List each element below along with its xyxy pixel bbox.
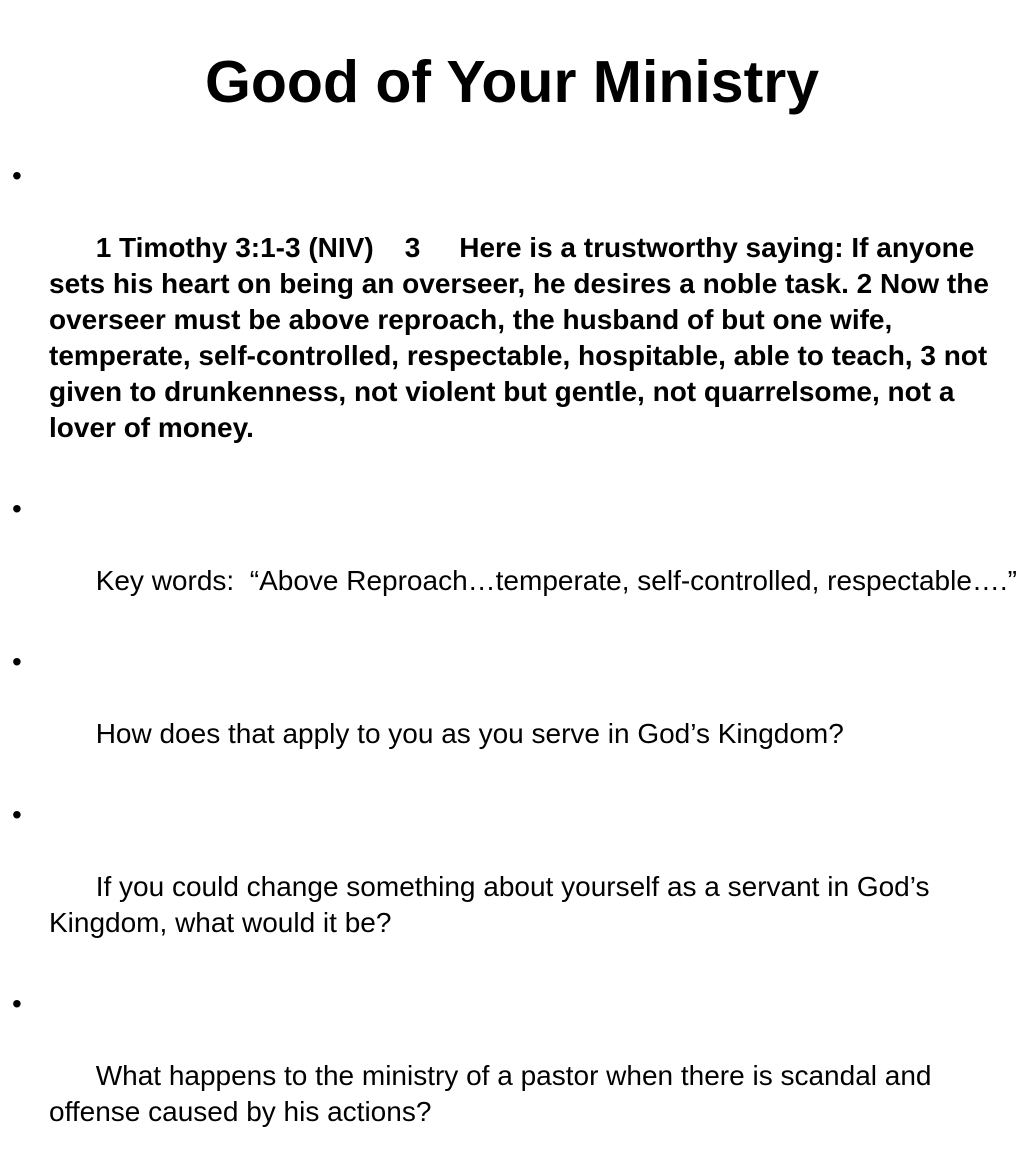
bullet-dot-icon: • (12, 988, 22, 1019)
slide-title: Good of Your Ministry (204, 49, 820, 115)
bullet-item-question-change (6, 797, 1018, 977)
bullet-text: If you could change something about yourself as a servant in God’s Kingdom, what would it be? (49, 871, 938, 938)
bullet-item-scripture (6, 158, 1018, 482)
bullet-dot-icon: • (12, 646, 22, 677)
bullet-list (6, 158, 1018, 1175)
bullet-text: What happens to the ministry of a pastor when there is scandal and offense caused by his actions? (49, 1060, 940, 1127)
bullet-text: Key words: “Above Reproach…temperate, self-controlled, respectable….” (95, 565, 1017, 596)
bullet-dot-icon: • (12, 160, 22, 191)
bullet-item-key-words (6, 491, 1018, 635)
bullet-text: 1 Timothy 3:1-3 (NIV) 3 Here is a trustworthy saying: If anyone sets his heart on being an overseer, he desires a noble task. 2 Now the overseer must be above reproach, the husband of but one wife, temperate, self-controlled, respectable, hospitable, able to teach, 3 not given to drunkenness, not violent but gentle, not quarrelsome, not a lover of money. (49, 232, 997, 443)
bullet-item-question-scandal (6, 986, 1018, 1166)
bullet-dot-icon: • (12, 799, 22, 830)
bullet-item-question-apply (6, 644, 1018, 788)
bullet-text: How does that apply to you as you serve in God’s Kingdom? (95, 718, 844, 749)
bullet-dot-icon: • (12, 493, 22, 524)
